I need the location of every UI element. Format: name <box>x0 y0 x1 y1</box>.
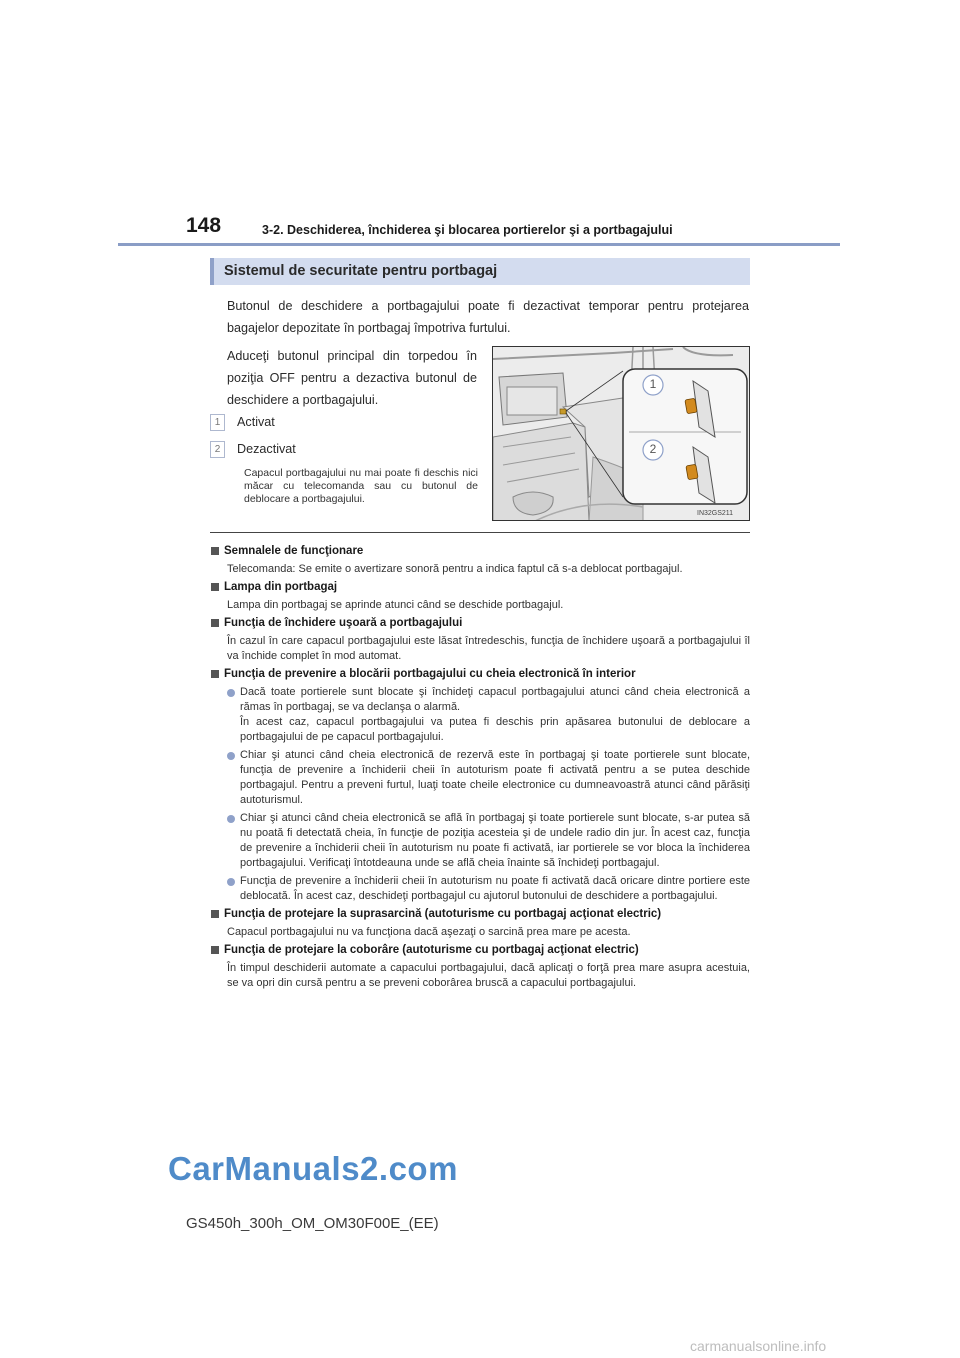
callout-1: 1 <box>649 377 657 391</box>
note-heading: Funcţia de protejare la suprasarcină (autoturisme cu portbagaj acţionat electric) <box>210 907 750 922</box>
illustration-code: IN32GS211 <box>697 510 734 517</box>
section-title: Sistemul de securitate pentru portbagaj <box>210 258 750 285</box>
item-dezactivat <box>210 441 296 458</box>
callout-2: 2 <box>649 442 657 456</box>
bullet-item: Chiar şi atunci când cheia electronică de rezervă este în portbagaj şi toate portierele sunt blocate, funcţia de prevenire a închiderii cheii în autoturism poate fi activată pentru a se putea deschide portbagajul. Pentru a preveni furtul, luaţi toate cheile electronice cu dumneavoastră atunci când părăsiţi autoturismul. <box>210 748 750 808</box>
item-number-1: 1 <box>210 414 225 431</box>
page-number: 148 <box>186 214 222 237</box>
note-heading: Funcţia de închidere uşoară a portbagajului <box>210 616 750 631</box>
note-heading: Funcţia de prevenire a blocării portbagajului cu cheia electronică în interior <box>210 667 750 682</box>
square-bullet-icon <box>211 547 219 555</box>
header-rule <box>118 243 840 246</box>
content-rule <box>210 532 750 533</box>
instruction-paragraph: Aduceţi butonul principal din torpedou în poziţia OFF pentru a dezactiva butonul de deschidere a portbagajului. <box>227 349 477 407</box>
note-heading: Funcţia de protejare la coborâre (autoturisme cu portbagaj acţionat electric) <box>210 943 750 958</box>
circle-bullet-icon <box>227 689 235 697</box>
circle-bullet-icon <box>227 878 235 886</box>
note-body: În timpul deschiderii automate a capacului portbagajului, dacă aplicaţi o forţă prea mare asupra acestuia, se va opri din cursă pentru a se preveni coborârea bruscă a capacului portbagajului. <box>227 962 750 989</box>
note-overload <box>210 907 750 940</box>
footer-watermark: carmanualsonline.info <box>690 1338 827 1354</box>
item-note: Capacul portbagajului nu mai poate fi deschis nici măcar cu telecomanda sau cu butonul de deblocare a portbagajului. <box>244 467 478 505</box>
note-signals <box>210 544 750 577</box>
note-easy-close <box>210 616 750 664</box>
item-activat <box>210 414 275 431</box>
circle-bullet-icon <box>227 752 235 760</box>
item-label: Dezactivat <box>237 441 296 456</box>
document-code: GS450h_300h_OM_OM30F00E_(EE) <box>186 1215 439 1232</box>
note-drop-protection <box>210 943 750 991</box>
intro-paragraph: Butonul de deschidere a portbagajului poate fi dezactivat temporar pentru protejarea bagajelor depozitate în portbagaj împotriva furtului. <box>227 299 749 335</box>
square-bullet-icon <box>211 619 219 627</box>
square-bullet-icon <box>211 583 219 591</box>
note-body: Capacul portbagajului nu va funcţiona dacă aşezaţi o sarcină prea mare pe acesta. <box>227 926 631 938</box>
glovebox-drawing <box>493 347 750 521</box>
note-body: Lampa din portbagaj se aprinde atunci când se deschide portbagajul. <box>227 599 564 611</box>
square-bullet-icon <box>211 670 219 678</box>
circle-bullet-icon <box>227 815 235 823</box>
chapter-title: 3-2. Deschiderea, închiderea şi blocarea portierelor şi a portbagajului <box>262 223 673 237</box>
note-heading: Semnalele de funcţionare <box>210 544 750 559</box>
note-body: În cazul în care capacul portbagajului este lăsat întredeschis, funcţia de închidere uşoară a portbagajului îl va închide complet în mod automat. <box>227 635 750 662</box>
bullet-item: Dacă toate portierele sunt blocate şi închideţi capacul portbagajului atunci când cheia electronică a rămas în portbagaj, se va declanşa o alarmă. În acest caz, capacul portbagajului va putea fi deschis prin apăsarea butonului de deblocare a portbagajului de pe capacul portbagajului. <box>210 685 750 745</box>
notes-section <box>210 541 750 994</box>
watermark-logo: CarManuals2.com <box>168 1150 458 1187</box>
glovebox-illustration <box>492 346 750 521</box>
note-key-lockout <box>210 667 750 904</box>
note-heading: Lampa din portbagaj <box>210 580 750 595</box>
note-trunk-lamp <box>210 580 750 613</box>
item-label: Activat <box>237 414 275 429</box>
bullet-item: Chiar şi atunci când cheia electronică se află în portbagaj şi toate portierele sunt blocate, s-ar putea să nu poată fi detectată cheia, în funcţie de poziţia acesteia şi de undele radio din jur. În acest caz, funcţia de prevenire a închiderii cheii în autoturism nu poate fi activată, iar portierele se vor bloca la închiderea portbagajului. Verificaţi întotdeauna unde se află cheia înainte să închideţi portbagajul. <box>210 811 750 871</box>
item-number-2: 2 <box>210 441 225 458</box>
square-bullet-icon <box>211 910 219 918</box>
square-bullet-icon <box>211 946 219 954</box>
note-body: Telecomanda: Se emite o avertizare sonoră pentru a indica faptul că s-a deblocat portbagajul. <box>227 563 683 575</box>
bullet-item: Funcţia de prevenire a închiderii cheii în autoturism nu poate fi activată dacă oricare dintre portiere este deblocată. În acest caz, deschideţi portbagajul cu ajutorul butonului de deschidere a portbagajului. <box>210 874 750 904</box>
